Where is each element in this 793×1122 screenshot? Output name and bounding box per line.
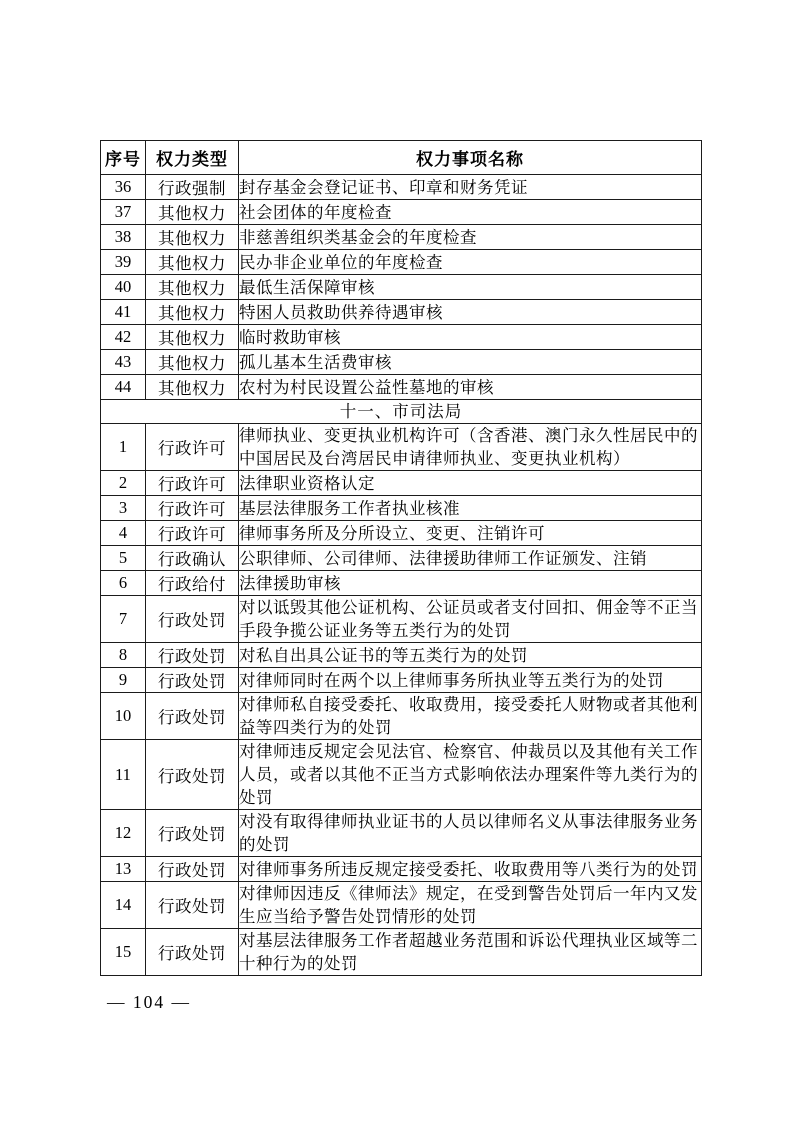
- row-1-name: 律师执业、变更执业机构许可（含香港、澳门永久性居民中的中国居民及台湾居民申请律师执业、变更执业机构）: [239, 424, 702, 471]
- row-36-no: 36: [101, 175, 146, 200]
- section-title: 十一、市司法局: [101, 400, 702, 424]
- table-row: [101, 571, 702, 596]
- row-10-no: 10: [101, 693, 146, 740]
- row-43-no: 43: [101, 350, 146, 375]
- row-38-type: 其他权力: [146, 225, 239, 250]
- table-row: [101, 857, 702, 882]
- row-36-type: 行政强制: [146, 175, 239, 200]
- row-4-name: 律师事务所及分所设立、变更、注销许可: [239, 521, 702, 546]
- row-8-type: 行政处罚: [146, 643, 239, 668]
- row-1-no: 1: [101, 424, 146, 471]
- table-row: [101, 325, 702, 350]
- row-36-name: 封存基金会登记证书、印章和财务凭证: [239, 175, 702, 200]
- row-42-type: 其他权力: [146, 325, 239, 350]
- row-9-no: 9: [101, 668, 146, 693]
- row-2-no: 2: [101, 471, 146, 496]
- row-41-no: 41: [101, 300, 146, 325]
- table-row: [101, 882, 702, 929]
- row-12-no: 12: [101, 810, 146, 857]
- row-39-no: 39: [101, 250, 146, 275]
- row-7-name: 对以诋毁其他公证机构、公证员或者支付回扣、佣金等不正当手段争揽公证业务等五类行为的处罚: [239, 596, 702, 643]
- row-43-name: 孤儿基本生活费审核: [239, 350, 702, 375]
- row-13-name: 对律师事务所违反规定接受委托、收取费用等八类行为的处罚: [239, 857, 702, 882]
- row-7-type: 行政处罚: [146, 596, 239, 643]
- row-2-name: 法律职业资格认定: [239, 471, 702, 496]
- row-10-type: 行政处罚: [146, 693, 239, 740]
- row-11-type: 行政处罚: [146, 740, 239, 810]
- row-40-no: 40: [101, 275, 146, 300]
- row-39-type: 其他权力: [146, 250, 239, 275]
- row-8-name: 对私自出具公证书的等五类行为的处罚: [239, 643, 702, 668]
- table-row: [101, 693, 702, 740]
- row-41-name: 特困人员救助供养待遇审核: [239, 300, 702, 325]
- table-row: [101, 668, 702, 693]
- row-15-no: 15: [101, 929, 146, 976]
- table-row: [101, 350, 702, 375]
- row-8-no: 8: [101, 643, 146, 668]
- row-13-type: 行政处罚: [146, 857, 239, 882]
- row-44-type: 其他权力: [146, 375, 239, 400]
- table-row: [101, 521, 702, 546]
- row-3-type: 行政许可: [146, 496, 239, 521]
- row-42-name: 临时救助审核: [239, 325, 702, 350]
- row-14-no: 14: [101, 882, 146, 929]
- row-4-type: 行政许可: [146, 521, 239, 546]
- row-39-name: 民办非企业单位的年度检查: [239, 250, 702, 275]
- row-9-type: 行政处罚: [146, 668, 239, 693]
- row-14-type: 行政处罚: [146, 882, 239, 929]
- table-row: [101, 225, 702, 250]
- page-number: — 104 —: [107, 992, 191, 1012]
- table-row: [101, 596, 702, 643]
- section-header-row: [101, 400, 702, 424]
- row-37-no: 37: [101, 200, 146, 225]
- row-44-no: 44: [101, 375, 146, 400]
- table-row: [101, 175, 702, 200]
- row-12-name: 对没有取得律师执业证书的人员以律师名义从事法律服务业务的处罚: [239, 810, 702, 857]
- table-row: [101, 375, 702, 400]
- row-6-name: 法律援助审核: [239, 571, 702, 596]
- table-row: [101, 643, 702, 668]
- row-37-type: 其他权力: [146, 200, 239, 225]
- row-44-name: 农村为村民设置公益性墓地的审核: [239, 375, 702, 400]
- table-row: [101, 275, 702, 300]
- header-cell-power-item-name: 权力事项名称: [239, 141, 702, 175]
- table-row: [101, 546, 702, 571]
- table-body: [101, 175, 702, 976]
- row-15-type: 行政处罚: [146, 929, 239, 976]
- table-row: [101, 471, 702, 496]
- table-row: [101, 740, 702, 810]
- header-cell-power-type: 权力类型: [146, 141, 239, 175]
- row-6-no: 6: [101, 571, 146, 596]
- header-cell-serial-number: 序号: [101, 141, 146, 175]
- row-5-name: 公职律师、公司律师、法律援助律师工作证颁发、注销: [239, 546, 702, 571]
- row-15-name: 对基层法律服务工作者超越业务范围和诉讼代理执业区域等二十种行为的处罚: [239, 929, 702, 976]
- table-header-row: [101, 141, 702, 175]
- row-11-no: 11: [101, 740, 146, 810]
- row-6-type: 行政给付: [146, 571, 239, 596]
- row-9-name: 对律师同时在两个以上律师事务所执业等五类行为的处罚: [239, 668, 702, 693]
- power-items-table: [100, 140, 702, 976]
- row-42-no: 42: [101, 325, 146, 350]
- row-13-no: 13: [101, 857, 146, 882]
- row-5-type: 行政确认: [146, 546, 239, 571]
- row-43-type: 其他权力: [146, 350, 239, 375]
- row-11-name: 对律师违反规定会见法官、检察官、仲裁员以及其他有关工作人员，或者以其他不正当方式影响依法办理案件等九类行为的处罚: [239, 740, 702, 810]
- row-40-type: 其他权力: [146, 275, 239, 300]
- table-row: [101, 929, 702, 976]
- row-3-name: 基层法律服务工作者执业核准: [239, 496, 702, 521]
- row-12-type: 行政处罚: [146, 810, 239, 857]
- row-7-no: 7: [101, 596, 146, 643]
- table-row: [101, 810, 702, 857]
- row-5-no: 5: [101, 546, 146, 571]
- row-40-name: 最低生活保障审核: [239, 275, 702, 300]
- table-row: [101, 496, 702, 521]
- row-37-name: 社会团体的年度检查: [239, 200, 702, 225]
- row-3-no: 3: [101, 496, 146, 521]
- row-10-name: 对律师私自接受委托、收取费用，接受委托人财物或者其他利益等四类行为的处罚: [239, 693, 702, 740]
- row-4-no: 4: [101, 521, 146, 546]
- table-row: [101, 200, 702, 225]
- row-41-type: 其他权力: [146, 300, 239, 325]
- row-1-type: 行政许可: [146, 424, 239, 471]
- row-14-name: 对律师因违反《律师法》规定，在受到警告处罚后一年内又发生应当给予警告处罚情形的处罚: [239, 882, 702, 929]
- table-row: [101, 250, 702, 275]
- table-row: [101, 424, 702, 471]
- row-2-type: 行政许可: [146, 471, 239, 496]
- row-38-name: 非慈善组织类基金会的年度检查: [239, 225, 702, 250]
- table-row: [101, 300, 702, 325]
- row-38-no: 38: [101, 225, 146, 250]
